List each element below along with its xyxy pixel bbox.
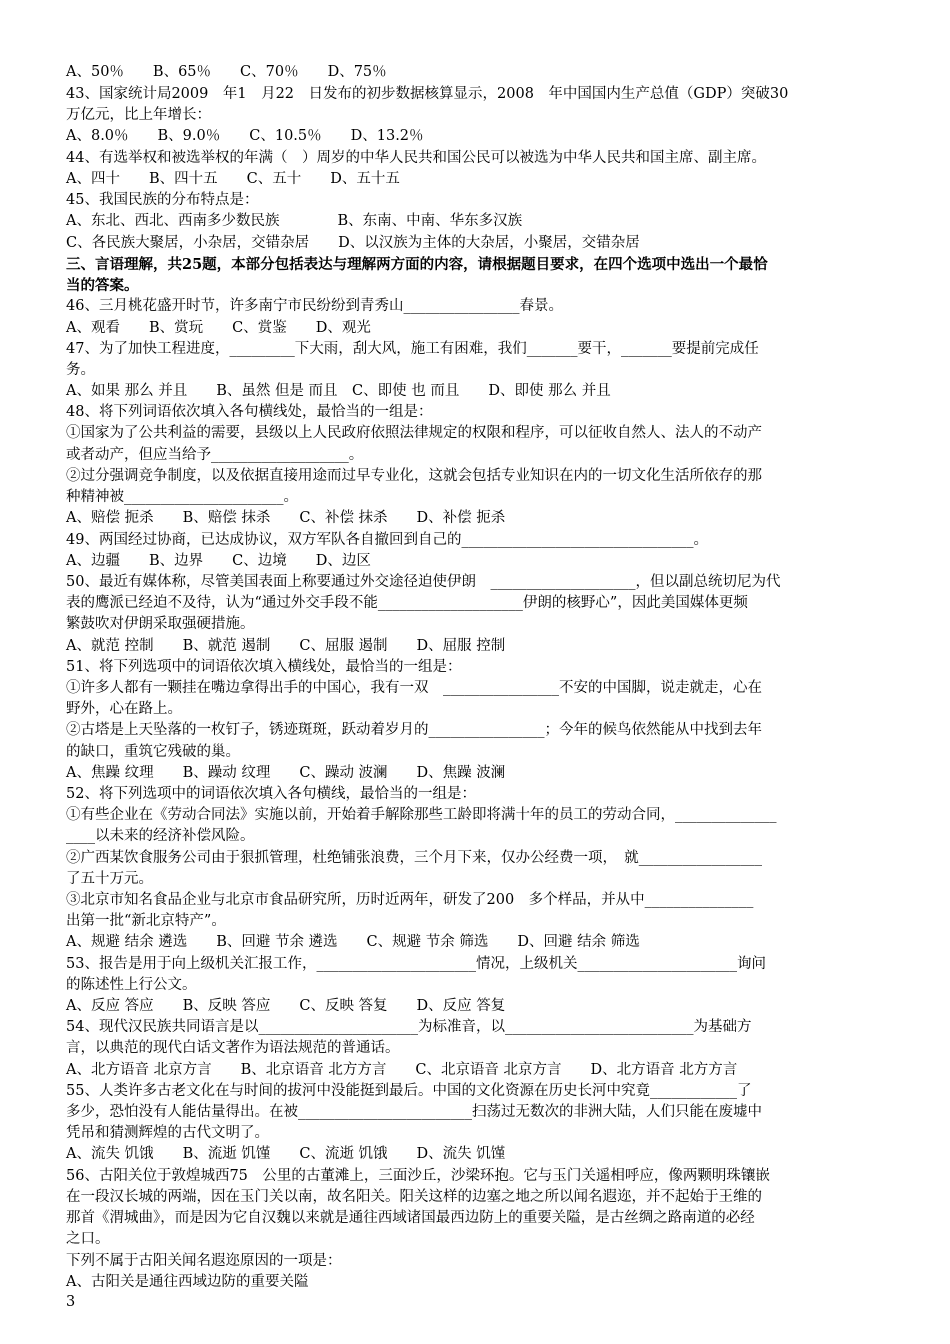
text-line: C、各民族大聚居，小杂居，交错杂居 D、以汉族为主体的大杂居，小聚居，交错杂居	[66, 235, 640, 251]
text-line: ①有些企业在《劳动合同法》实施以前，开始着手解除那些工龄即将满十年的员工的劳动合同，______________	[66, 807, 777, 823]
text-line: 在一段汉长城的两端，因在玉门关以南，故名阳关。阳关这样的边塞之地之所以闻名遐迩，并不起始于王维的	[66, 1189, 762, 1205]
text-line: 49、两国经过协商，已达成协议，双方军队各自撤回到自己的________________________________。	[66, 532, 708, 548]
text-line: 当的答案。	[66, 277, 139, 294]
text-line: ①国家为了公共利益的需要，县级以上人民政府依照法律规定的权限和程序，可以征收自然人、法人的不动产	[66, 425, 762, 441]
text-line: A、8.0％ B、9.0％ C、10.5％ D、13.2％	[66, 128, 424, 144]
text-line: A、观看 B、赏玩 C、赏鉴 D、观光	[66, 320, 371, 336]
text-line: A、边疆 B、边界 C、边境 D、边区	[66, 553, 371, 569]
text-line: ③北京市知名食品企业与北京市食品研究所，历时近两年，研发了200 多个样品，并从中_______________	[66, 892, 754, 908]
text-line: 51、将下列选项中的词语依次填入横线处，最恰当的一组是：	[66, 659, 462, 675]
text-line: 言，以典范的现代白话文著作为语法规范的普通话。	[66, 1040, 400, 1056]
text-line: 55、人类许多古老文化在与时间的拔河中没能挺到最后。中国的文化资源在历史长河中究竟____________了	[66, 1083, 752, 1099]
text-line: A、如果 那么 并且 B、虽然 但是 而且 C、即使 也 而且 D、即使 那么 并且	[66, 383, 611, 399]
text-line: ①许多人都有一颗挂在嘴边拿得出手的中国心，我有一双 ________________不安的中国脚，说走就走，心在	[66, 680, 762, 696]
text-line: A、50％ B、65％ C、70％ D、75％	[66, 64, 387, 80]
text-line: 的陈述性上行公文。	[66, 977, 197, 993]
text-line: 46、三月桃花盛开时节，许多南宁市民纷纷到青秀山________________春景。	[66, 298, 563, 314]
text-line: A、流失 饥饿 B、流逝 饥馑 C、流逝 饥饿 D、流失 饥馑	[66, 1146, 506, 1162]
text-line: 的缺口，重筑它残破的巢。	[66, 744, 240, 760]
text-line: 那首《渭城曲》，而是因为它自汉魏以来就是通往西域诸国最西边防上的重要关隘，是古丝绸之路南道的必经	[66, 1210, 755, 1226]
text-line: 或者动产，但应当给予___________________。	[66, 447, 364, 463]
text-line: A、古阳关是通往西域边防的重要关隘	[66, 1274, 309, 1290]
text-line: A、焦躁 纹理 B、躁动 纹理 C、躁动 波澜 D、焦躁 波澜	[66, 765, 506, 781]
text-line: 48、将下列词语依次填入各句横线处，最恰当的一组是：	[66, 404, 433, 420]
text-line: ____以未来的经济补偿风险。	[66, 828, 255, 844]
text-line: 野外，心在路上。	[66, 701, 182, 717]
text-line: 凭吊和猜测辉煌的古代文明了。	[66, 1125, 269, 1141]
text-line: 53、报告是用于向上级机关汇报工作，______________________情况，上级机关______________________询问	[66, 956, 766, 972]
text-line: 出第一批“新北京特产”。	[66, 913, 226, 929]
text-line: 务。	[66, 362, 95, 378]
text-line: 45、我国民族的分布特点是：	[66, 192, 259, 208]
text-line: 52、将下列选项中的词语依次填入各句横线，最恰当的一组是：	[66, 786, 476, 802]
text-line: A、反应 答应 B、反映 答应 C、反映 答复 D、反应 答复	[66, 998, 506, 1014]
text-line: 56、古阳关位于敦煌城西75 公里的古董滩上，三面沙丘，沙梁环抱。它与玉门关遥相呼应，像两颗明珠镶嵌	[66, 1168, 770, 1184]
text-line: A、四十 B、四十五 C、五十 D、五十五	[66, 171, 400, 187]
text-line: 之口。	[66, 1231, 110, 1247]
text-line: ②广西某饮食服务公司由于狠抓管理，杜绝铺张浪费，三个月下来，仅办公经费一项， 就_________________	[66, 850, 762, 866]
text-line: ②古塔是上天坠落的一枚钉子，锈迹斑斑，跃动着岁月的________________；今年的候鸟依然能从中找到去年	[66, 722, 762, 738]
text-line: 50、最近有媒体称，尽管美国表面上称要通过外交途径迫使伊朗 ____________________，但以副总统切尼为代	[66, 574, 781, 590]
text-line: 三、言语理解，共25题，本部分包括表达与理解两方面的内容，请根据题目要求，在四个选项中选出一个最恰	[66, 256, 768, 273]
text-line: A、东北、西北、西南多少数民族 B、东南、中南、华东多汉族	[66, 213, 523, 229]
text-line: 表的鹰派已经迫不及待，认为“通过外交手段不能____________________伊朗的核野心”，因此美国媒体更频	[66, 595, 748, 611]
text-line: 43、国家统计局2009 年1 月22 日发布的初步数据核算显示，2008 年中国国内生产总值（GDP）突破30	[66, 86, 789, 102]
text-line: 44、有选举权和被选举权的年满（ ）周岁的中华人民共和国公民可以被选为中华人民共和国主席、副主席。	[66, 150, 766, 166]
text-line: 多少，恐怕没有人能估量得出。在被________________________扫荡过无数次的非洲大陆，人们只能在废墟中	[66, 1104, 762, 1120]
text-line: A、就范 控制 B、就范 遏制 C、屈服 遏制 D、屈服 控制	[66, 638, 506, 654]
text-line: 54、现代汉民族共同语言是以______________________为标准音，以__________________________为基础方	[66, 1019, 752, 1035]
text-line: 繁鼓吹对伊朗采取强硬措施。	[66, 616, 255, 632]
text-line: 了五十万元。	[66, 871, 153, 887]
page-number: 3	[66, 1294, 76, 1310]
text-line: 种精神被______________________。	[66, 489, 298, 505]
text-line: 47、为了加快工程进度，_________下大雨，刮大风，施工有困难，我们_______要干，_______要提前完成任	[66, 341, 759, 357]
text-line: 下列不属于古阳关闻名遐迩原因的一项是：	[66, 1253, 342, 1269]
text-line: A、赔偿 扼杀 B、赔偿 抹杀 C、补偿 抹杀 D、补偿 扼杀	[66, 510, 506, 526]
text-line: A、北方语音 北京方言 B、北京语音 北方方言 C、北京语音 北京方言 D、北方语音 北方方言	[66, 1062, 738, 1078]
text-line: A、规避 结余 遴选 B、回避 节余 遴选 C、规避 节余 筛选 D、回避 结余 筛选	[66, 934, 640, 950]
text-line: 万亿元，比上年增长：	[66, 107, 211, 123]
text-line: ②过分强调竞争制度，以及依据直接用途而过早专业化，这就会包括专业知识在内的一切文化生活所依存的那	[66, 468, 762, 484]
